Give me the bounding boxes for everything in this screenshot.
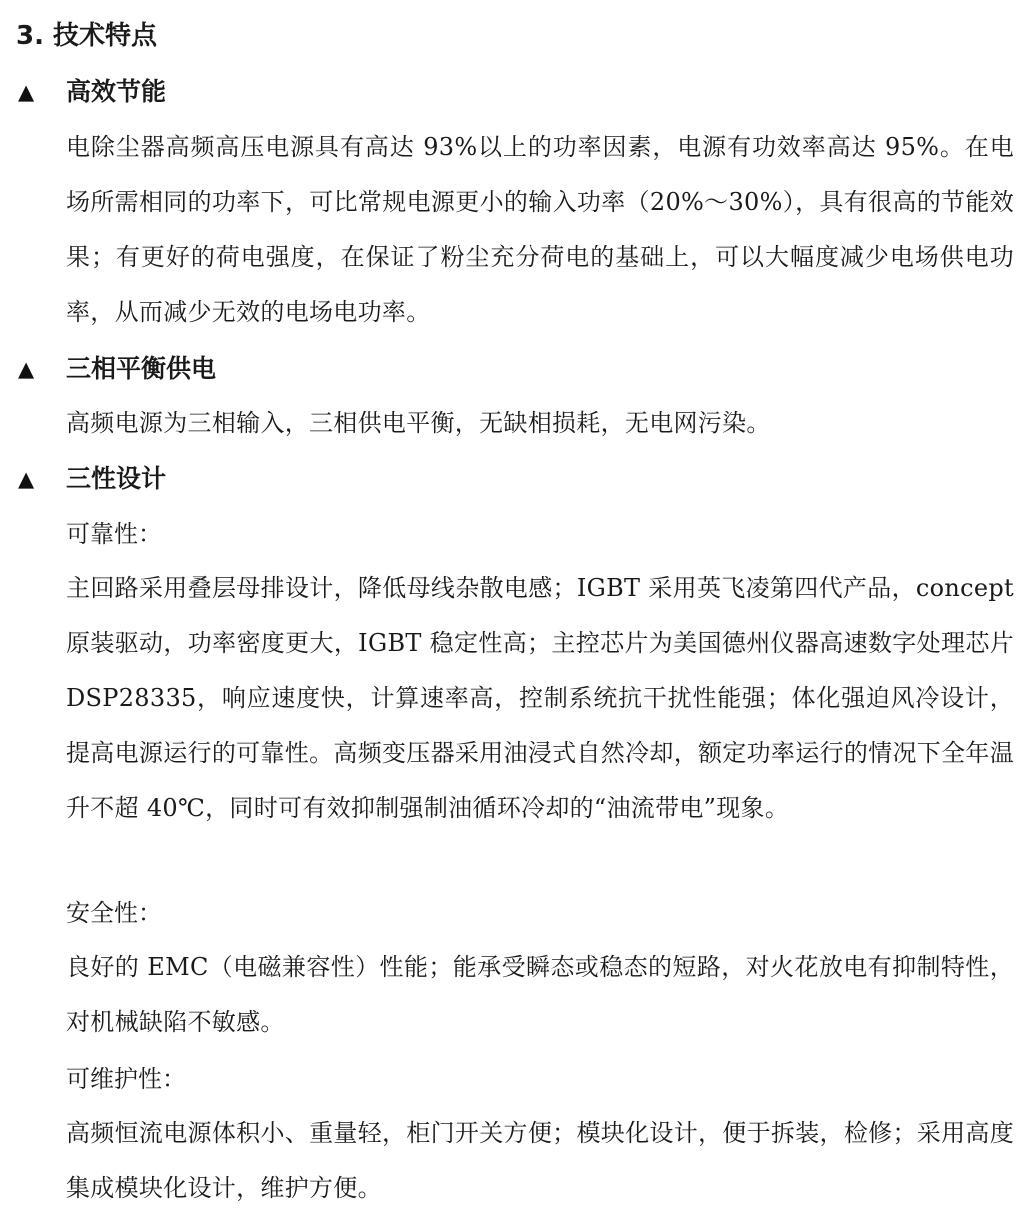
feature-title-three-phase: 三相平衡供电 xyxy=(66,354,217,383)
triangle-bullet-icon: ▲ xyxy=(18,80,35,104)
subsection-label-reliability: 可靠性： xyxy=(66,520,162,548)
feature-text-efficiency: 电除尘器高频高压电源具有高达 93%以上的功率因素，电源有功效率高达 95%。在电场所需相同的功率下，可比常规电源更小的输入功率（20%～30%），具有很高的节能效果；有更好的荷电强度，在保证了粉尘充分荷电的基础上，可以大幅度减少电场供电功率，从而减少无效的电场电功率。 xyxy=(66,133,1014,326)
subsection-label-maintainability: 可维护性： xyxy=(66,1065,186,1093)
section-heading: 3. 技术特点 xyxy=(16,21,158,51)
subsection-text-safety: 良好的 EMC（电磁兼容性）性能；能承受瞬态或稳态的短路，对火花放电有抑制特性，对机械缺陷不敏感。 xyxy=(66,953,1014,1036)
feature-header-three-phase xyxy=(18,351,216,387)
subsection-label-safety: 安全性： xyxy=(66,899,162,927)
triangle-bullet-icon: ▲ xyxy=(18,357,35,381)
subsection-text-reliability: 主回路采用叠层母排设计，降低母线杂散电感；IGBT 采用英飞凌第四代产品，concept 原装驱动，功率密度更大，IGBT 稳定性高；主控芯片为美国德州仪器高速数字处理芯片 DSP28335，响应速度快，计算速率高，控制系统抗干扰性能强；体化强迫风冷设计，提高电源运行的可靠性。高频变压器采用油浸式自然冷却，额定功率运行的情况下全年温升不超 40℃，同时可有效抑制强制油循环冷却的“油流带电”现象。 xyxy=(66,574,1014,822)
feature-title-three-design: 三性设计 xyxy=(66,464,167,493)
subsection-text-maintainability: 高频恒流电源体积小、重量轻，柜门开关方便；模块化设计，便于拆装，检修；采用高度集成模块化设计，维护方便。 xyxy=(66,1119,1014,1202)
feature-title-efficiency: 高效节能 xyxy=(66,77,167,106)
feature-header-three-design xyxy=(18,461,166,497)
feature-text-three-phase: 高频电源为三相输入，三相供电平衡，无缺相损耗，无电网污染。 xyxy=(66,409,771,437)
feature-header-efficiency xyxy=(18,74,166,110)
triangle-bullet-icon: ▲ xyxy=(18,467,35,491)
